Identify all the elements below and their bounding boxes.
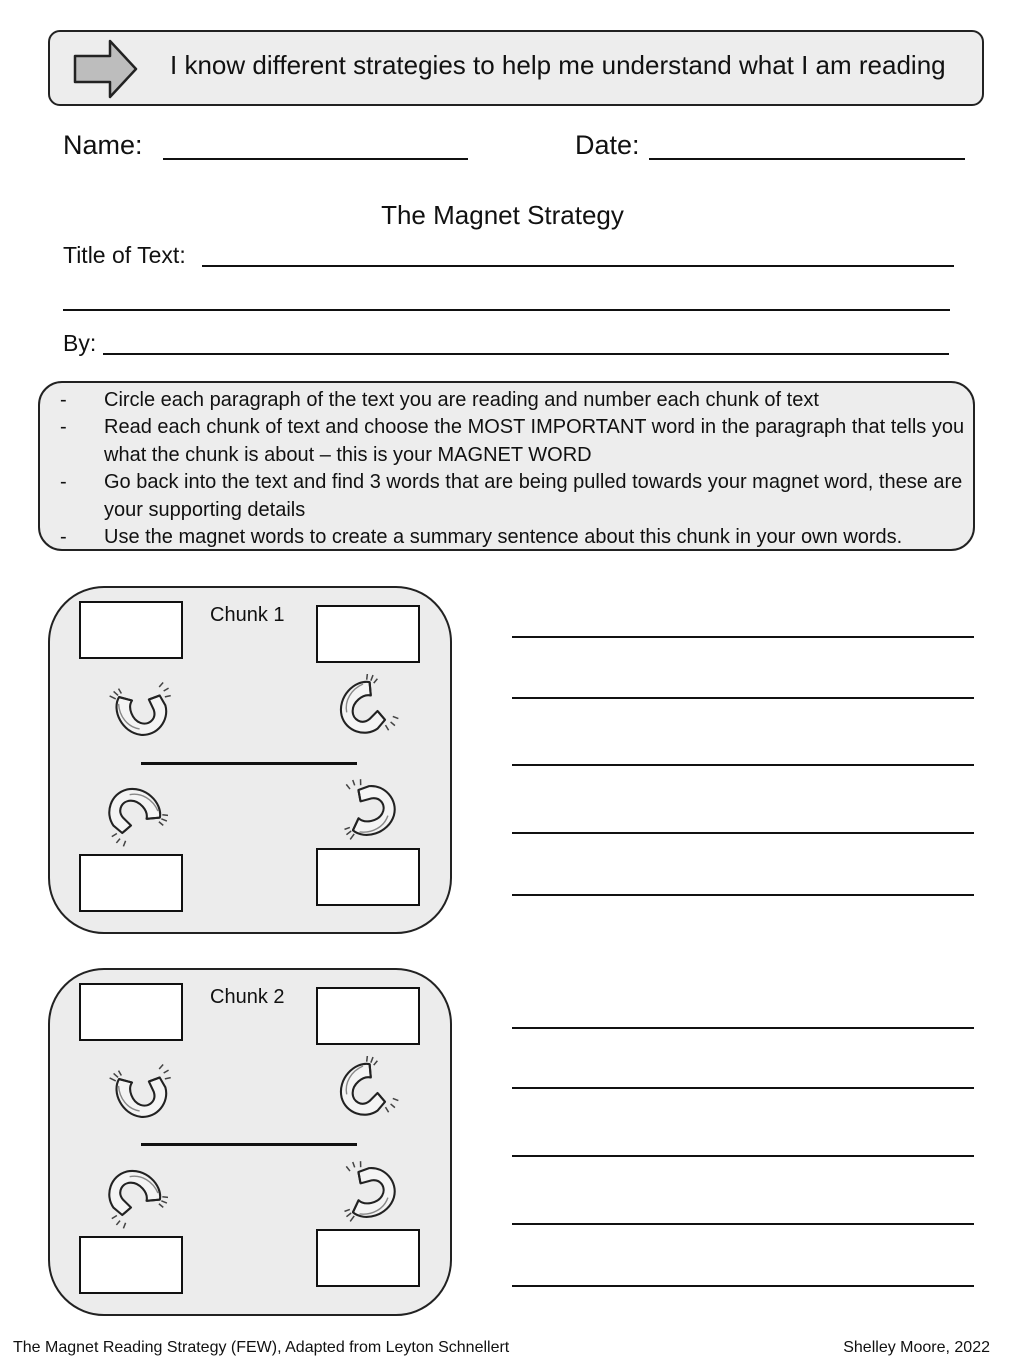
- arrow-right-icon: [72, 38, 140, 100]
- horseshoe-magnet-icon: [334, 772, 406, 844]
- bullet-dash: -: [60, 471, 67, 494]
- horseshoe-magnet-icon: [108, 1056, 180, 1128]
- horseshoe-magnet-icon: [330, 1056, 402, 1128]
- chunk-1-label: Chunk 1: [210, 604, 285, 626]
- chunk-2-supporting-word-box[interactable]: [316, 1229, 420, 1287]
- chunk-2-supporting-word-box[interactable]: [79, 1236, 183, 1294]
- name-label: Name:: [63, 130, 143, 160]
- chunk-2-supporting-word-box[interactable]: [316, 987, 420, 1045]
- footer-attribution: The Magnet Reading Strategy (FEW), Adapted from Leyton Schnellert: [13, 1339, 510, 1356]
- horseshoe-magnet-icon: [330, 674, 402, 746]
- chunk-1-supporting-word-box[interactable]: [316, 848, 420, 906]
- title-of-text-label: Title of Text:: [63, 242, 186, 268]
- chunk-2-summary-line[interactable]: [512, 1087, 974, 1089]
- chunk-2-summary-line[interactable]: [512, 1223, 974, 1225]
- instruction-item: - Circle each paragraph of the text you are reading and number each chunk of text: [40, 387, 973, 414]
- horseshoe-magnet-icon: [96, 1160, 168, 1232]
- horseshoe-magnet-icon: [108, 674, 180, 746]
- chunk-1-magnet-word-line[interactable]: [141, 762, 357, 765]
- learning-objective: I know different strategies to help me understand what I am reading: [170, 50, 946, 80]
- chunk-1-supporting-word-box[interactable]: [79, 601, 183, 659]
- chunk-1-summary-line[interactable]: [512, 636, 974, 638]
- chunk-1-summary-line[interactable]: [512, 894, 974, 896]
- bullet-dash: -: [60, 389, 67, 411]
- chunk-2-summary-line[interactable]: [512, 1285, 974, 1287]
- instruction-item: - Use the magnet words to create a summary sentence about this chunk in your own words.: [40, 524, 973, 551]
- chunk-2-supporting-word-box[interactable]: [79, 983, 183, 1041]
- bullet-dash: -: [60, 526, 67, 549]
- title-of-text-field[interactable]: [202, 265, 954, 267]
- title-of-text-field-continued[interactable]: [63, 309, 950, 311]
- author-field[interactable]: [103, 353, 949, 355]
- page-title: The Magnet Strategy: [381, 200, 624, 230]
- horseshoe-magnet-icon: [96, 778, 168, 850]
- chunk-2-magnet-word-line[interactable]: [141, 1143, 357, 1146]
- chunk-1-summary-line[interactable]: [512, 764, 974, 766]
- bullet-dash: -: [60, 416, 67, 439]
- date-label: Date:: [575, 130, 640, 160]
- chunk-2-label: Chunk 2: [210, 986, 285, 1008]
- horseshoe-magnet-icon: [334, 1154, 406, 1226]
- instruction-item: - Read each chunk of text and choose the MOST IMPORTANT word in the paragraph that tells you what the chunk is about – this is your MAGNET WORD: [60, 416, 965, 466]
- date-field[interactable]: [649, 158, 965, 160]
- instruction-item: - Go back into the text and find 3 words that are being pulled towards your magnet word, these are your supporting details: [60, 471, 963, 521]
- chunk-1-summary-line[interactable]: [512, 697, 974, 699]
- instructions-box: [38, 381, 975, 551]
- chunk-2-summary-line[interactable]: [512, 1027, 974, 1029]
- chunk-1-supporting-word-box[interactable]: [316, 605, 420, 663]
- chunk-2-summary-line[interactable]: [512, 1155, 974, 1157]
- chunk-1-supporting-word-box[interactable]: [79, 854, 183, 912]
- footer-author: Shelley Moore, 2022: [843, 1339, 990, 1356]
- name-field[interactable]: [163, 158, 468, 160]
- by-label: By:: [63, 330, 97, 356]
- chunk-1-summary-line[interactable]: [512, 832, 974, 834]
